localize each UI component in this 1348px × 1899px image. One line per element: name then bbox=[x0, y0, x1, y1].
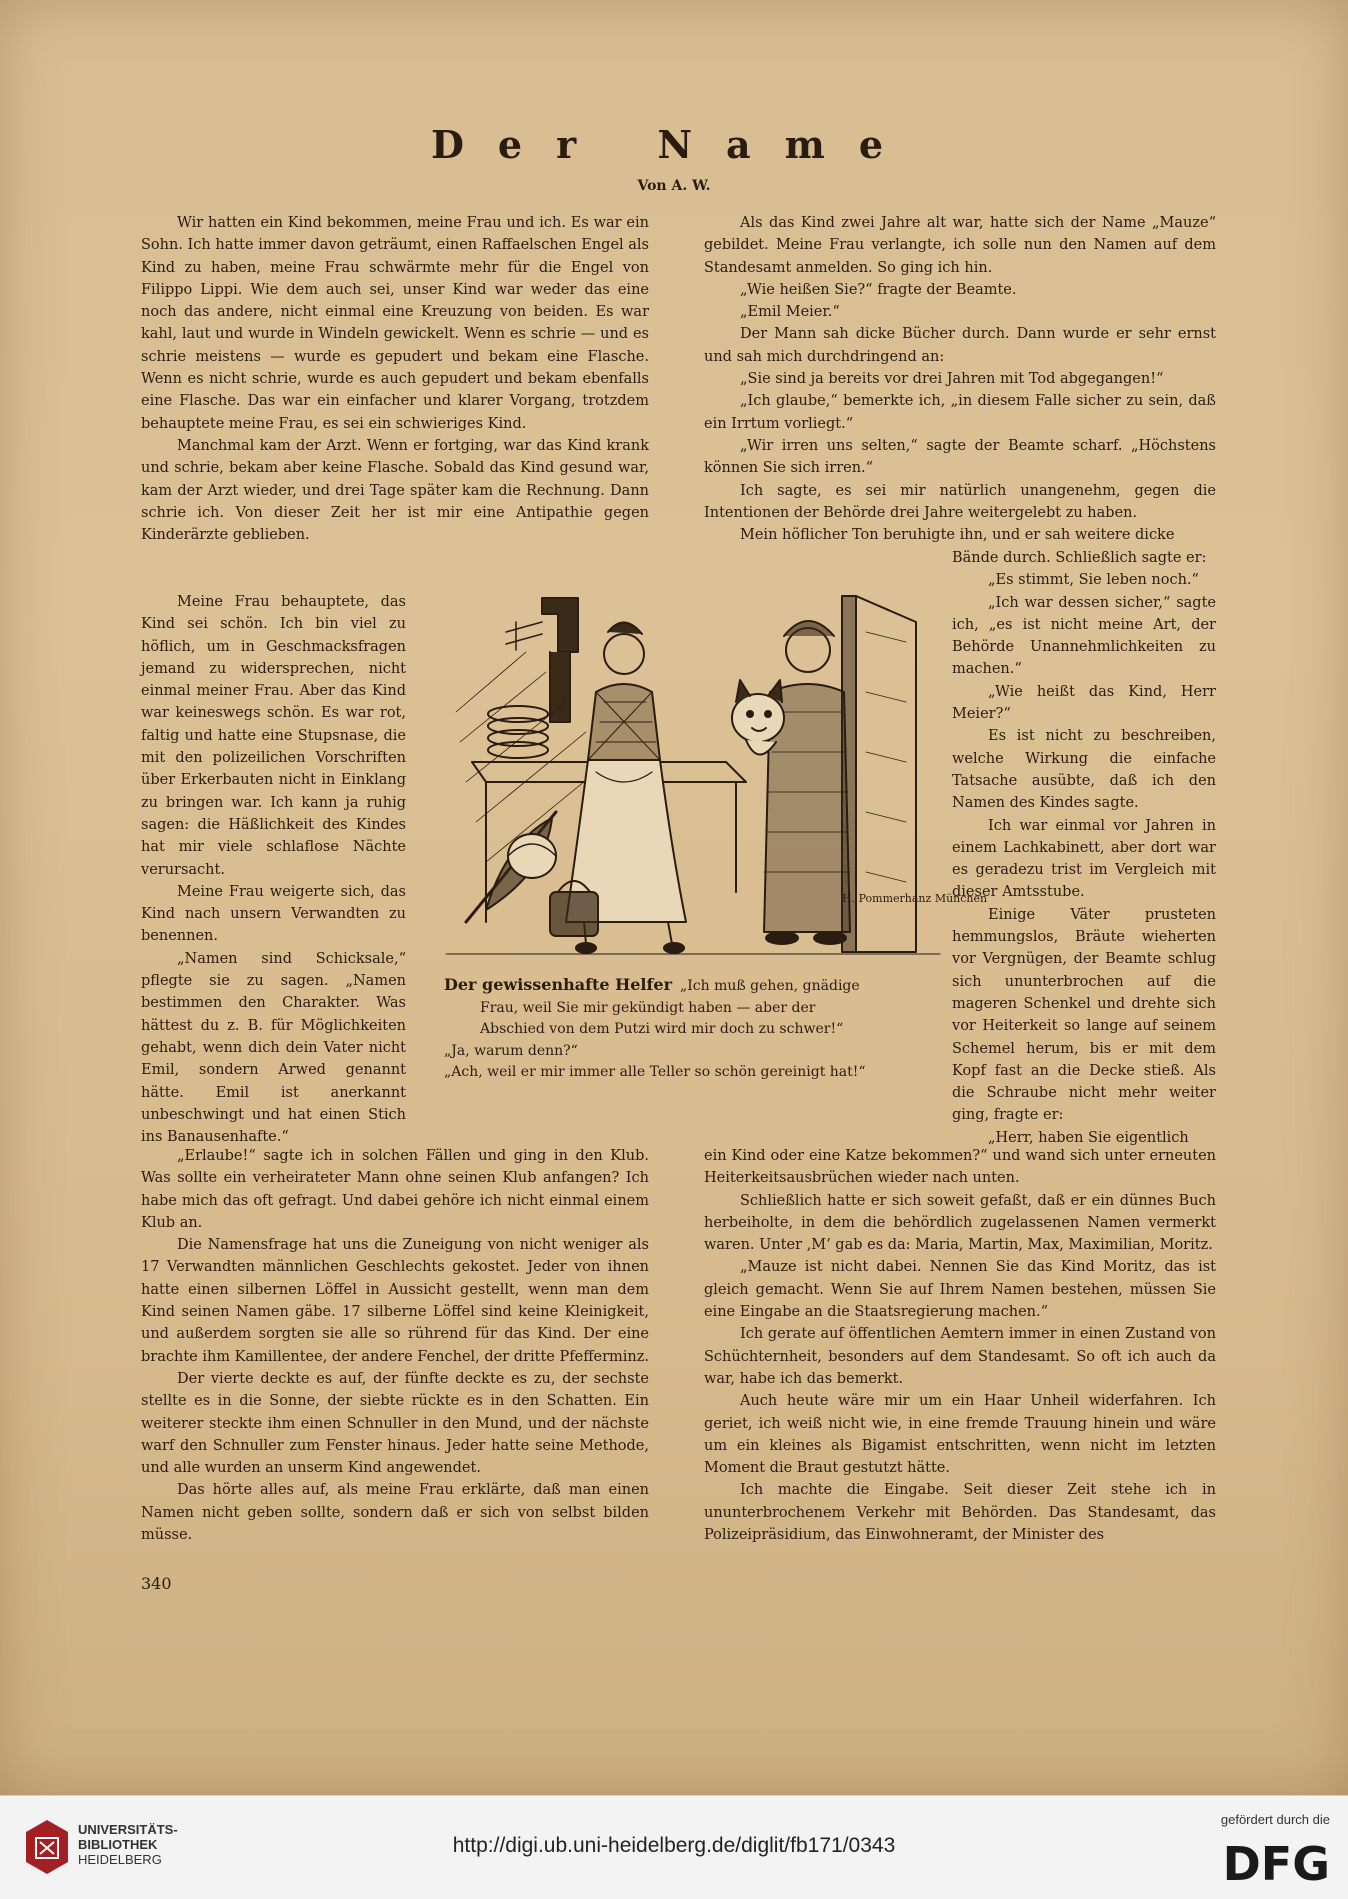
left-column-bottom bbox=[141, 1145, 649, 1546]
article-paragraph: Der vierte deckte es auf, der fünfte deckte es zu, der sechste stellte es in die Sonne, der siebte rückte es in den Schatten. Ein weiterer steckte ihm einen Schnuller in den Mund, und der nächste warf den Schnuller zum Fenster hinaus. Jeder hatte seine Methode, und alle wurden an unserm Kind angewendet. bbox=[141, 1370, 649, 1477]
left-column-top bbox=[141, 212, 649, 546]
article-paragraph: Schließlich hatte er sich soweit gefaßt, daß er ein dünnes Buch herbeiholte, in dem die behördlich zugelassenen Namen vermerkt waren. Unter ‚M‘ gab es da: Maria, Martin, Max, Maximilian, Moritz. bbox=[704, 1192, 1216, 1254]
article-paragraph: Als das Kind zwei Jahre alt war, hatte sich der Name „Mauze“ gebildet. Meine Frau verlangte, ich solle nun den Namen auf dem Standesamt anmelden. So ging ich hin. bbox=[704, 215, 1216, 276]
right-column-bottom bbox=[704, 1145, 1216, 1546]
article-byline: Von A. W. bbox=[637, 178, 711, 194]
caption-line: „Ja, warum denn?“ bbox=[444, 1042, 578, 1059]
article-paragraph: „Mauze ist nicht dabei. Nennen Sie das Kind Moritz, das ist gleich gemacht. Wenn Sie auf Ihrem Namen bestehen, müssen Sie eine Eingabe an die Staatsregierung machen.“ bbox=[704, 1259, 1216, 1321]
article-paragraph: „Wir irren uns selten,“ sagte der Beamte scharf. „Höchstens können Sie sich irren.“ bbox=[704, 437, 1216, 477]
article-paragraph: Einige Väter prusteten hemmungslos, Bräute wieherten vor Vergnügen, der Beamte schlug sich ununterbrochen auf die mageren Schenkel und drehte sich vor Heiterkeit so lange auf seinem Schemel herum, bis er mit dem Kopf fast an die Decke stieß. Als die Schraube nicht mehr weiter ging, fragte er: bbox=[952, 906, 1216, 1124]
article-paragraph: „Ich glaube,“ bemerkte ich, „in diesem Falle sicher zu sein, daß ein Irrtum vorliegt.“ bbox=[704, 393, 1216, 432]
caption-line: „Ich muß gehen, gnädige bbox=[680, 978, 860, 994]
caption-title: Der gewissenhafte Helfer bbox=[444, 975, 672, 994]
caption-line: Abschied von dem Putzi wird mir doch zu schwer!“ bbox=[480, 1021, 844, 1037]
article-paragraph: Auch heute wäre mir um ein Haar Unheil widerfahren. Ich geriet, ich weiß nicht wie, in eine fremde Trauung hinein und wäre um ein kleines als Bigamist entschritten, wenn nicht im letzten Moment die Braut gestutzt hätte. bbox=[704, 1393, 1216, 1477]
artist-signature: H. Pommerhanz München bbox=[842, 892, 988, 905]
left-column-wrap bbox=[141, 591, 406, 1148]
article-paragraph: Ich war einmal vor Jahren in einem Lachkabinett, aber dort war es geradezu trist im Vergleich mit dieser Amtsstube. bbox=[952, 817, 1216, 901]
article-paragraph: „Erlaube!“ sagte ich in solchen Fällen und ging in den Klub. Was sollte ein verheirateter Mann ohne seinen Klub anfangen? Ich habe mich das oft gefragt. Und dabei gehöre ich nicht einmal einem Klub an. bbox=[141, 1148, 649, 1231]
caption-line: Frau, weil Sie mir gekündigt haben — aber der bbox=[480, 999, 816, 1016]
article-title: Der Name bbox=[430, 122, 918, 167]
article-paragraph: Meine Frau weigerte sich, das Kind nach unsern Verwandten zu benennen. bbox=[141, 883, 406, 945]
article-paragraph: Wir hatten ein Kind bekommen, meine Frau und ich. Es war ein Sohn. Ich hatte immer davon geträumt, einen Raffaelschen Engel als Kind zu haben, meine Frau schwärmte mehr für die Engel von Filippo Lippi. Wie dem auch sei, unser Kind war weder das eine noch das andere, nicht einmal eine Kreuzung von beiden. Es war kahl, laut und wurde in Windeln gewickelt. Wenn es schrie — und es schrie meistens — wurde es gepudert und bekam eine Flasche. Wenn es nicht schrie, wurde es auch gepudert und bekam ebenfalls eine Flasche. Das war ein einfacher und klarer Vorgang, trotzdem behauptete meine Frau, es sei ein schwieriges Kind. bbox=[141, 215, 649, 432]
library-name-line: HEIDELBERG bbox=[78, 1852, 162, 1867]
article-paragraph: „Es stimmt, Sie leben noch.“ bbox=[988, 572, 1199, 589]
illustration-caption bbox=[444, 974, 940, 1084]
article-paragraph: Mein höflicher Ton beruhigte ihn, und er sah weitere dicke bbox=[740, 527, 1175, 544]
caption-line: „Ach, weil er mir immer alle Teller so schön gereinigt hat!“ bbox=[444, 1064, 866, 1080]
article-paragraph: „Ich war dessen sicher,“ sagte ich, „es ist nicht meine Art, der Behörde Unannehmlichkeiten zu machen.“ bbox=[952, 594, 1216, 678]
library-name-line: UNIVERSITÄTS- bbox=[78, 1822, 178, 1837]
right-column-wrap bbox=[952, 547, 1216, 1149]
article-paragraph: ein Kind oder eine Katze bekommen?“ und wand sich unter erneuten Heiterkeitsausbrüchen wieder nach unten. bbox=[704, 1148, 1216, 1187]
right-column-top bbox=[704, 212, 1216, 546]
article-paragraph: Bände durch. Schließlich sagte er: bbox=[952, 550, 1207, 566]
article-paragraph: Es ist nicht zu beschreiben, welche Wirkung die einfache Tatsache ausübte, daß ich den Namen des Kindes sagte. bbox=[952, 728, 1216, 812]
article-paragraph: „Herr, haben Sie eigentlich bbox=[988, 1129, 1189, 1146]
viewer-footer bbox=[0, 1795, 1348, 1899]
article-paragraph: Manchmal kam der Arzt. Wenn er fortging, war das Kind krank und schrie, bekam aber keine Flasche. Sobald das Kind gesund war, kam der Arzt wieder, und drei Tage später kam die Rechnung. Dann schrie ich. Von dieser Zeit her ist mir eine Antipathie gegen Kinderärzte geblieben. bbox=[141, 437, 649, 544]
article-paragraph: Ich gerate auf öffentlichen Aemtern immer in einen Zustand von Schüchternheit, besonders auf dem Standesamt. So oft ich auch da war, habe ich das bemerkt. bbox=[704, 1326, 1216, 1387]
page-number: 340 bbox=[141, 1574, 172, 1593]
permalink-url[interactable]: http://digi.ub.uni-heidelberg.de/diglit/fb171/0343 bbox=[452, 1834, 896, 1857]
funded-by-label: gefördert durch die bbox=[1220, 1812, 1330, 1827]
article-paragraph: Ich machte die Eingabe. Seit dieser Zeit stehe ich in ununterbrochenem Verkehr mit Behörden. Das Standesamt, das Polizeipräsidium, das Einwohneramt, der Minister des bbox=[704, 1482, 1216, 1544]
dfg-logo-icon[interactable] bbox=[1198, 1836, 1330, 1891]
article-paragraph: „Emil Meier.“ bbox=[740, 304, 840, 321]
article-paragraph: Meine Frau behauptete, das Kind sei schön. Ich bin viel zu höflich, um in Geschmacksfragen jemand zu widersprechen, nicht einmal meiner Frau. Aber das Kind war keineswegs schön. Es war rot, faltig und hatte eine Stupsnase, die mit den polizeilichen Vorschriften über Erkerbauten nicht in Einklang zu bringen war. Ich kann ja ruhig sagen: die Häßlichkeit des Kindes hat mir viele schlaflose Nächte verursacht. bbox=[141, 594, 406, 878]
library-name-line: BIBLIOTHEK bbox=[78, 1837, 158, 1852]
article-paragraph: „Sie sind ja bereits vor drei Jahren mit Tod abgegangen!“ bbox=[740, 371, 1164, 388]
article-paragraph: „Namen sind Schicksale,“ pflegte sie zu sagen. „Namen bestimmen den Charakter. Was hättest du z. B. für Möglichkeiten gehabt, wenn dich dein Vater nicht Emil, sondern Arwed genannt hätte. Emil ist anerkannt unbeschwingt und hat einen Stich ins Banausenhafte.“ bbox=[141, 950, 406, 1146]
article-paragraph: Ich sagte, es sei mir natürlich unangenehm, gegen die Intentionen der Behörde drei Jahre weitergelebt zu haben. bbox=[704, 482, 1216, 521]
article-paragraph: Der Mann sah dicke Bücher durch. Dann wurde er sehr ernst und sah mich durchdringend an: bbox=[704, 326, 1216, 365]
article-paragraph: „Wie heißt das Kind, Herr Meier?“ bbox=[952, 683, 1216, 723]
cartoon-illustration bbox=[446, 592, 988, 960]
article-paragraph: Das hörte alles auf, als meine Frau erklärte, daß man einen Namen nicht geben sollte, sondern daß er sich von selbst bilden müsse. bbox=[141, 1482, 649, 1544]
article-paragraph: „Wie heißen Sie?“ fragte der Beamte. bbox=[740, 281, 1017, 298]
article-paragraph: Die Namensfrage hat uns die Zuneigung von nicht weniger als 17 Verwandten männlichen Geschlechts gekostet. Jeder von ihnen hatte einen silbernen Löffel in Aussicht gestellt, wenn man dem Kind seinen Namen gäbe. 17 silberne Löffel sind keine Kleinigkeit, und außerdem sorgten sie alle so rührend für das Kind. Der eine brachte ihm Kamillentee, der andere Fenchel, der dritte Pfefferminz. bbox=[141, 1237, 649, 1365]
dfg-logo-text: DFG bbox=[1222, 1837, 1330, 1891]
